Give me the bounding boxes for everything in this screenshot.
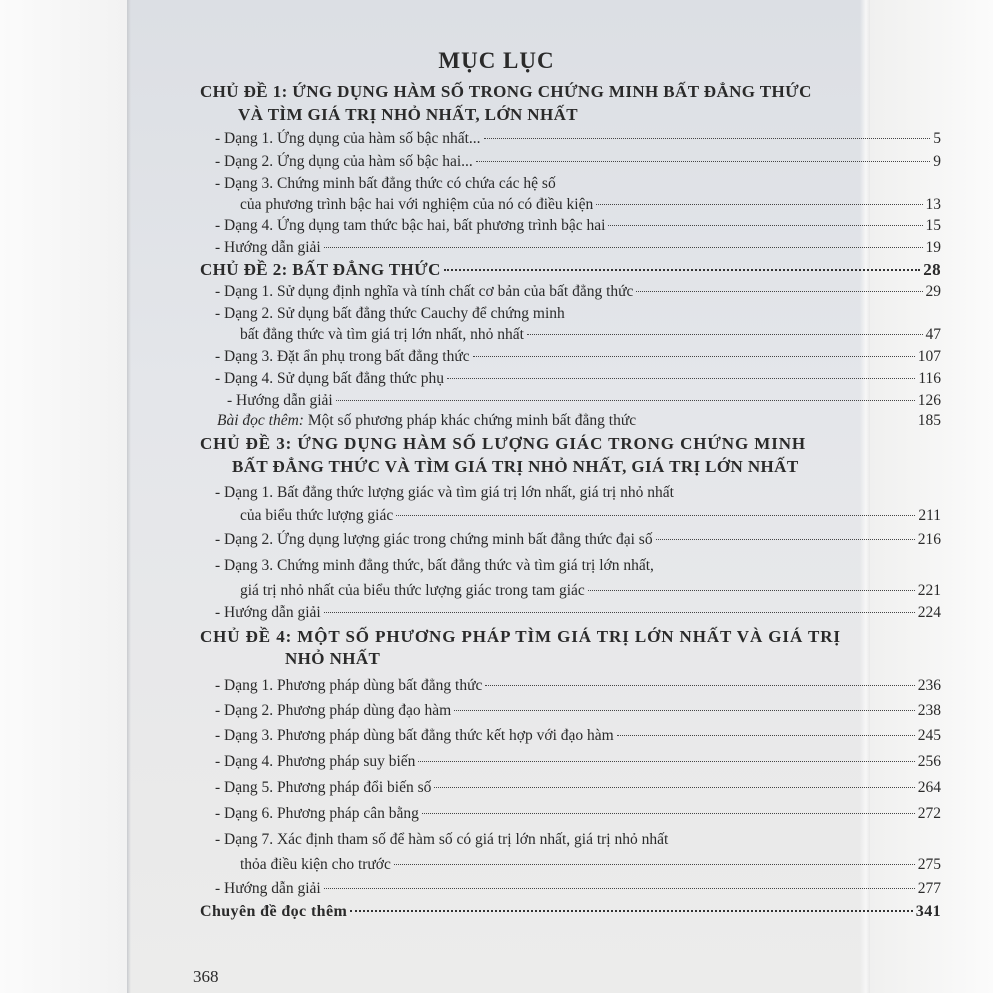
- leader-dots: [636, 291, 922, 292]
- closing-entry[interactable]: [200, 903, 941, 921]
- toc-entry[interactable]: [215, 370, 941, 388]
- toc-entry-text: - Dạng 6. Phương pháp cân bằng: [215, 805, 419, 822]
- toc-entry-continuation[interactable]: [240, 326, 941, 344]
- toc-entry-text[interactable]: - Dạng 3. Chứng minh bất đẳng thức có chứa các hệ số: [215, 175, 556, 192]
- toc-entry-page: 211: [918, 507, 941, 524]
- toc-entry-text: - Hướng dẫn giải: [215, 604, 321, 621]
- page-edge-highlight: [860, 0, 870, 993]
- toc-entry[interactable]: [215, 153, 941, 171]
- toc-entry-page: 15: [925, 217, 941, 234]
- leader-dots: [596, 204, 922, 205]
- leader-dots: [656, 539, 915, 540]
- page-edge-shadow: [127, 0, 131, 993]
- background-left: [0, 0, 127, 993]
- closing-entry-text: Chuyên đề đọc thêm: [200, 903, 348, 920]
- leader-dots: [476, 161, 930, 162]
- toc-entry[interactable]: [215, 702, 941, 720]
- toc-entry-page: 264: [917, 779, 941, 796]
- toc-entry-text: của phương trình bậc hai với nghiệm của nó có điều kiện: [240, 196, 594, 213]
- toc-entry-text[interactable]: - Dạng 2. Sử dụng bất đẳng thức Cauchy để chứng minh: [215, 305, 565, 322]
- leader-dots: [447, 378, 915, 379]
- toc-entry[interactable]: [215, 217, 941, 235]
- toc-entry[interactable]: [215, 753, 941, 771]
- toc-entry-page: 19: [925, 239, 941, 256]
- toc-entry-page: 126: [917, 392, 941, 409]
- leader-dots: [350, 910, 913, 912]
- toc-entry-page: 13: [925, 196, 941, 213]
- section-4-title-line2: NHỎ NHẤT: [285, 649, 381, 668]
- leader-dots: [394, 864, 915, 865]
- toc-entry-page: 107: [917, 348, 941, 365]
- toc-entry-page: 277: [917, 880, 941, 897]
- extra-reading-label: Bài đọc thêm:: [217, 412, 304, 429]
- toc-entry-page: 256: [917, 753, 941, 770]
- leader-dots: [588, 590, 915, 591]
- toc-entry-continuation[interactable]: [240, 856, 941, 874]
- toc-entry-text: - Dạng 2. Ứng dụng lượng giác trong chứng minh bất đẳng thức đại số: [215, 531, 653, 548]
- toc-entry-text: - Hướng dẫn giải: [227, 392, 333, 409]
- toc-entry-page: 185: [917, 412, 941, 429]
- page-number: 368: [193, 967, 219, 986]
- toc-entry-page: 5: [933, 130, 941, 147]
- leader-dots: [434, 787, 914, 788]
- toc-entry-text: - Dạng 2. Phương pháp dùng đạo hàm: [215, 702, 452, 719]
- leader-dots: [454, 710, 915, 711]
- leader-dots: [324, 612, 915, 613]
- toc-entry-extra-reading[interactable]: [217, 412, 941, 430]
- toc-entry-text: thỏa điều kiện cho trước: [240, 856, 391, 873]
- toc-entry-text: của biểu thức lượng giác: [240, 507, 394, 524]
- toc-entry-page: 236: [917, 677, 941, 694]
- toc-entry-page: 245: [917, 727, 941, 744]
- leader-dots: [617, 735, 915, 736]
- toc-entry-text: - Dạng 3. Đặt ẩn phụ trong bất đẳng thức: [215, 348, 470, 365]
- toc-entry[interactable]: [215, 805, 941, 823]
- leader-dots: [444, 269, 920, 271]
- section-3-title-line1: CHỦ ĐỀ 3: ỨNG DỤNG HÀM SỐ LƯỢNG GIÁC TRONG CHỨNG MINH: [200, 434, 807, 453]
- leader-dots: [484, 138, 931, 139]
- toc-entry[interactable]: [215, 239, 941, 257]
- leader-dots: [485, 685, 914, 686]
- toc-entry-page: 275: [917, 856, 941, 873]
- background-right: [868, 0, 993, 993]
- toc-entry-text[interactable]: - Dạng 1. Bất đẳng thức lượng giác và tìm giá trị lớn nhất, giá trị nhỏ nhất: [215, 484, 674, 501]
- leader-dots: [336, 400, 915, 401]
- toc-entry[interactable]: [215, 531, 941, 549]
- section-3-title-line2: BẤT ĐẲNG THỨC VÀ TÌM GIÁ TRỊ NHỎ NHẤT, GIÁ TRỊ LỚN NHẤT: [232, 457, 799, 476]
- toc-entry-page: 216: [917, 531, 941, 548]
- toc-entry[interactable]: [215, 677, 941, 695]
- section-4-title-line1: CHỦ ĐỀ 4: MỘT SỐ PHƯƠNG PHÁP TÌM GIÁ TRỊ LỚN NHẤT VÀ GIÁ TRỊ: [200, 627, 841, 646]
- toc-entry-text: - Dạng 4. Ứng dụng tam thức bậc hai, bất phương trình bậc hai: [215, 217, 606, 234]
- toc-entry[interactable]: [215, 130, 941, 148]
- closing-entry-page: 341: [915, 903, 941, 920]
- section-2-page: 28: [923, 260, 941, 279]
- leader-dots: [473, 356, 915, 357]
- toc-entry-continuation[interactable]: [240, 196, 941, 214]
- toc-entry[interactable]: [215, 348, 941, 366]
- leader-dots: [324, 888, 915, 889]
- toc-entry-text: - Dạng 5. Phương pháp đổi biến số: [215, 779, 432, 796]
- toc-entry-text: - Hướng dẫn giải: [215, 239, 321, 256]
- toc-entry[interactable]: [215, 283, 941, 301]
- toc-entry-text: Một số phương pháp khác chứng minh bất đẳng thức: [303, 412, 637, 429]
- toc-entry-text: giá trị nhỏ nhất của biểu thức lượng giác trong tam giác: [240, 582, 585, 599]
- toc-entry-text[interactable]: - Dạng 3. Chứng minh đẳng thức, bất đẳng thức và tìm giá trị lớn nhất,: [215, 557, 654, 574]
- toc-entry-text: - Dạng 1. Ứng dụng của hàm số bậc nhất...: [215, 130, 481, 147]
- toc-entry-text: - Hướng dẫn giải: [215, 880, 321, 897]
- toc-entry-continuation[interactable]: [240, 507, 941, 525]
- toc-entry-text[interactable]: - Dạng 7. Xác định tham số để hàm số có giá trị lớn nhất, giá trị nhỏ nhất: [215, 831, 669, 848]
- section-2-title-text: CHỦ ĐỀ 2: BẤT ĐẲNG THỨC: [200, 260, 441, 279]
- toc-entry-page: 272: [917, 805, 941, 822]
- toc-entry-text: - Dạng 1. Sử dụng định nghĩa và tính chất cơ bản của bất đẳng thức: [215, 283, 634, 300]
- toc-entry-text: - Dạng 4. Sử dụng bất đẳng thức phụ: [215, 370, 445, 387]
- leader-dots: [396, 515, 915, 516]
- section-1-title-line1: CHỦ ĐỀ 1: ỨNG DỤNG HÀM SỐ TRONG CHỨNG MINH BẤT ĐẲNG THỨC: [200, 82, 812, 101]
- toc-entry[interactable]: [215, 604, 941, 622]
- toc-entry[interactable]: [215, 392, 941, 410]
- toc-entry-page: 47: [925, 326, 941, 343]
- toc-entry[interactable]: [215, 779, 941, 797]
- leader-dots: [527, 334, 923, 335]
- toc-entry-text: - Dạng 3. Phương pháp dùng bất đẳng thức kết hợp với đạo hàm: [215, 727, 614, 744]
- toc-entry-page: 9: [933, 153, 941, 170]
- toc-entry-text: - Dạng 4. Phương pháp suy biến: [215, 753, 416, 770]
- toc-entry-page: 116: [918, 370, 941, 387]
- leader-dots: [324, 247, 923, 248]
- page-title: MỤC LỤC: [438, 48, 555, 73]
- toc-entry-page: 238: [917, 702, 941, 719]
- section-1-title-line2: VÀ TÌM GIÁ TRỊ NHỎ NHẤT, LỚN NHẤT: [238, 105, 579, 124]
- leader-dots: [422, 813, 915, 814]
- toc-entry[interactable]: [215, 880, 941, 898]
- toc-entry-continuation[interactable]: [240, 582, 941, 600]
- toc-entry-text: - Dạng 2. Ứng dụng của hàm số bậc hai...: [215, 153, 473, 170]
- toc-entry-text: - Dạng 1. Phương pháp dùng bất đẳng thức: [215, 677, 483, 694]
- toc-entry-page: 29: [925, 283, 941, 300]
- leader-dots: [418, 761, 914, 762]
- toc-entry-page: 221: [917, 582, 941, 599]
- section-2-title[interactable]: [200, 260, 941, 280]
- toc-entry-page: 224: [917, 604, 941, 621]
- toc-entry-text: bất đẳng thức và tìm giá trị lớn nhất, nhỏ nhất: [240, 326, 524, 343]
- toc-entry[interactable]: [215, 727, 941, 745]
- leader-dots: [608, 225, 922, 226]
